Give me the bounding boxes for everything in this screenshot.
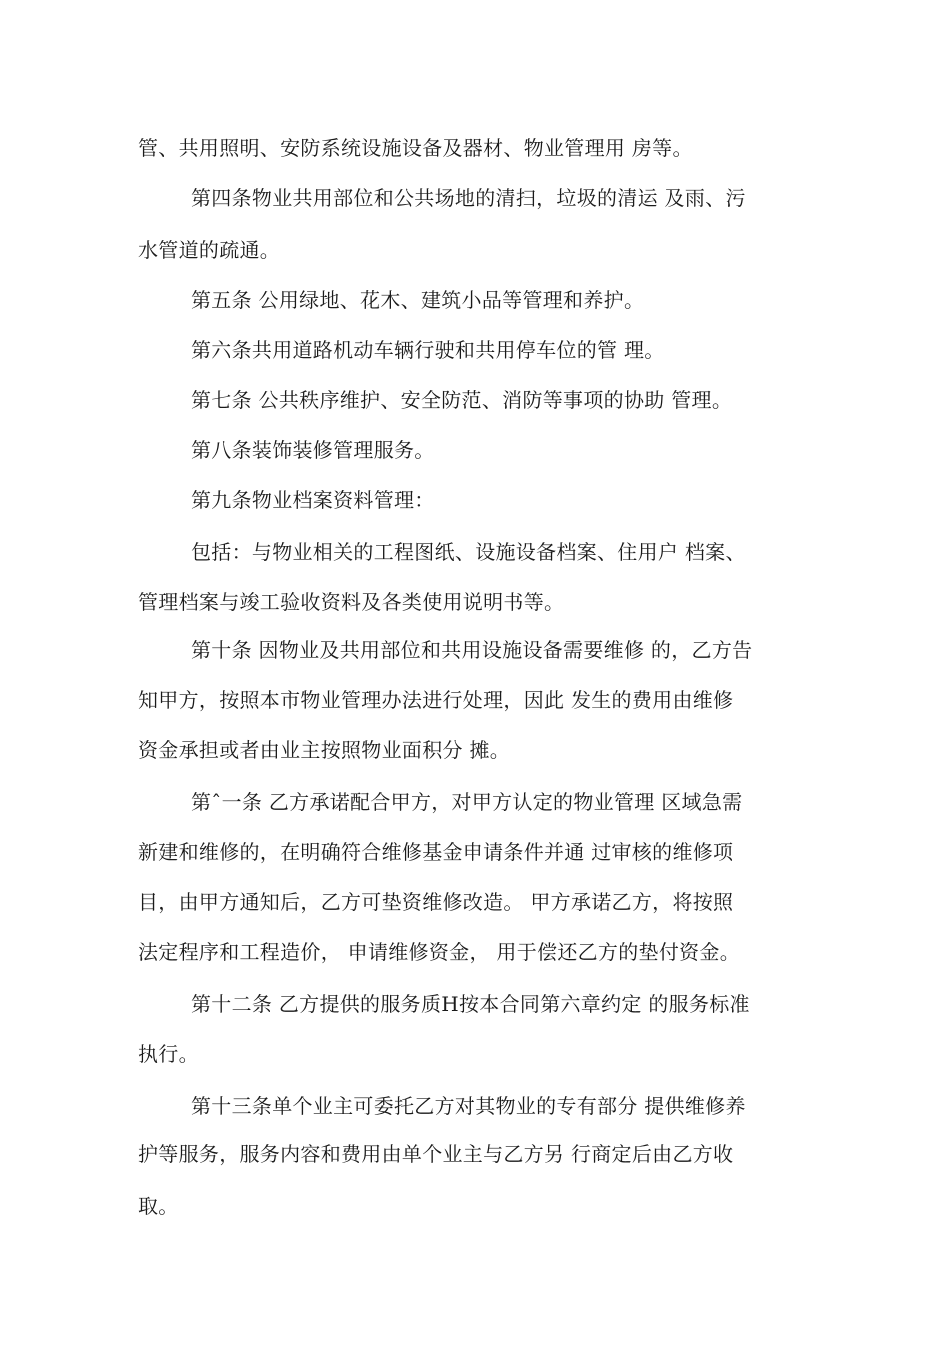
text-line: 包括：与物业相关的工程图纸、设施设备档案、住用户 档案、 <box>191 540 746 564</box>
text-line: 第九条物业档案资料管理： <box>191 488 435 512</box>
text-line: 知甲方，按照本市物业管理办法进行处理，因此 发生的费用由维修 <box>138 688 734 712</box>
text-line: 第十条 因物业及共用部位和共用设施设备需要维修 的，乙方告 <box>191 638 753 662</box>
text-line: 第四条物业共用部位和公共场地的清扫，垃圾的清运 及雨、污 <box>191 186 746 210</box>
text-line: 管、共用照明、安防系统设施设备及器材、物业管理用 房等。 <box>138 136 693 160</box>
text-line: 执行。 <box>138 1042 199 1066</box>
text-line: 第ˆ一条 乙方承诺配合甲方，对甲方认定的物业管理 区域急需 <box>191 790 743 814</box>
text-line: 法定程序和工程造价， 申请维修资金， 用于偿还乙方的垫付资金。 <box>138 940 741 964</box>
text-line: 第十三条单个业主可委托乙方对其物业的专有部分 提供维修养 <box>191 1094 746 1118</box>
text-line: 第六条共用道路机动车辆行驶和共用停车位的管 理。 <box>191 338 665 362</box>
text-line: 取。 <box>138 1194 179 1218</box>
text-line: 第七条 公共秩序维护、安全防范、消防等事项的协助 管理。 <box>191 388 733 412</box>
text-line: 第八条装饰装修管理服务。 <box>191 438 435 462</box>
text-line: 目，由甲方通知后，乙方可垫资维修改造。 甲方承诺乙方，将按照 <box>138 890 734 914</box>
text-line: 第五条 公用绿地、花木、建筑小品等管理和养护。 <box>191 288 645 312</box>
text-line: 第十二条 乙方提供的服务质H按本合同第六章约定 的服务标准 <box>191 992 750 1016</box>
text-line: 管理档案与竣工验收资料及各类使用说明书等。 <box>138 590 565 614</box>
text-line: 资金承担或者由业主按照物业面积分 摊。 <box>138 738 511 762</box>
text-line: 护等服务，服务内容和费用由单个业主与乙方另 行商定后由乙方收 <box>138 1142 734 1166</box>
text-line: 水管道的疏通。 <box>138 238 281 262</box>
text-line: 新建和维修的，在明确符合维修基金申请条件并通 过审核的维修项 <box>138 840 734 864</box>
